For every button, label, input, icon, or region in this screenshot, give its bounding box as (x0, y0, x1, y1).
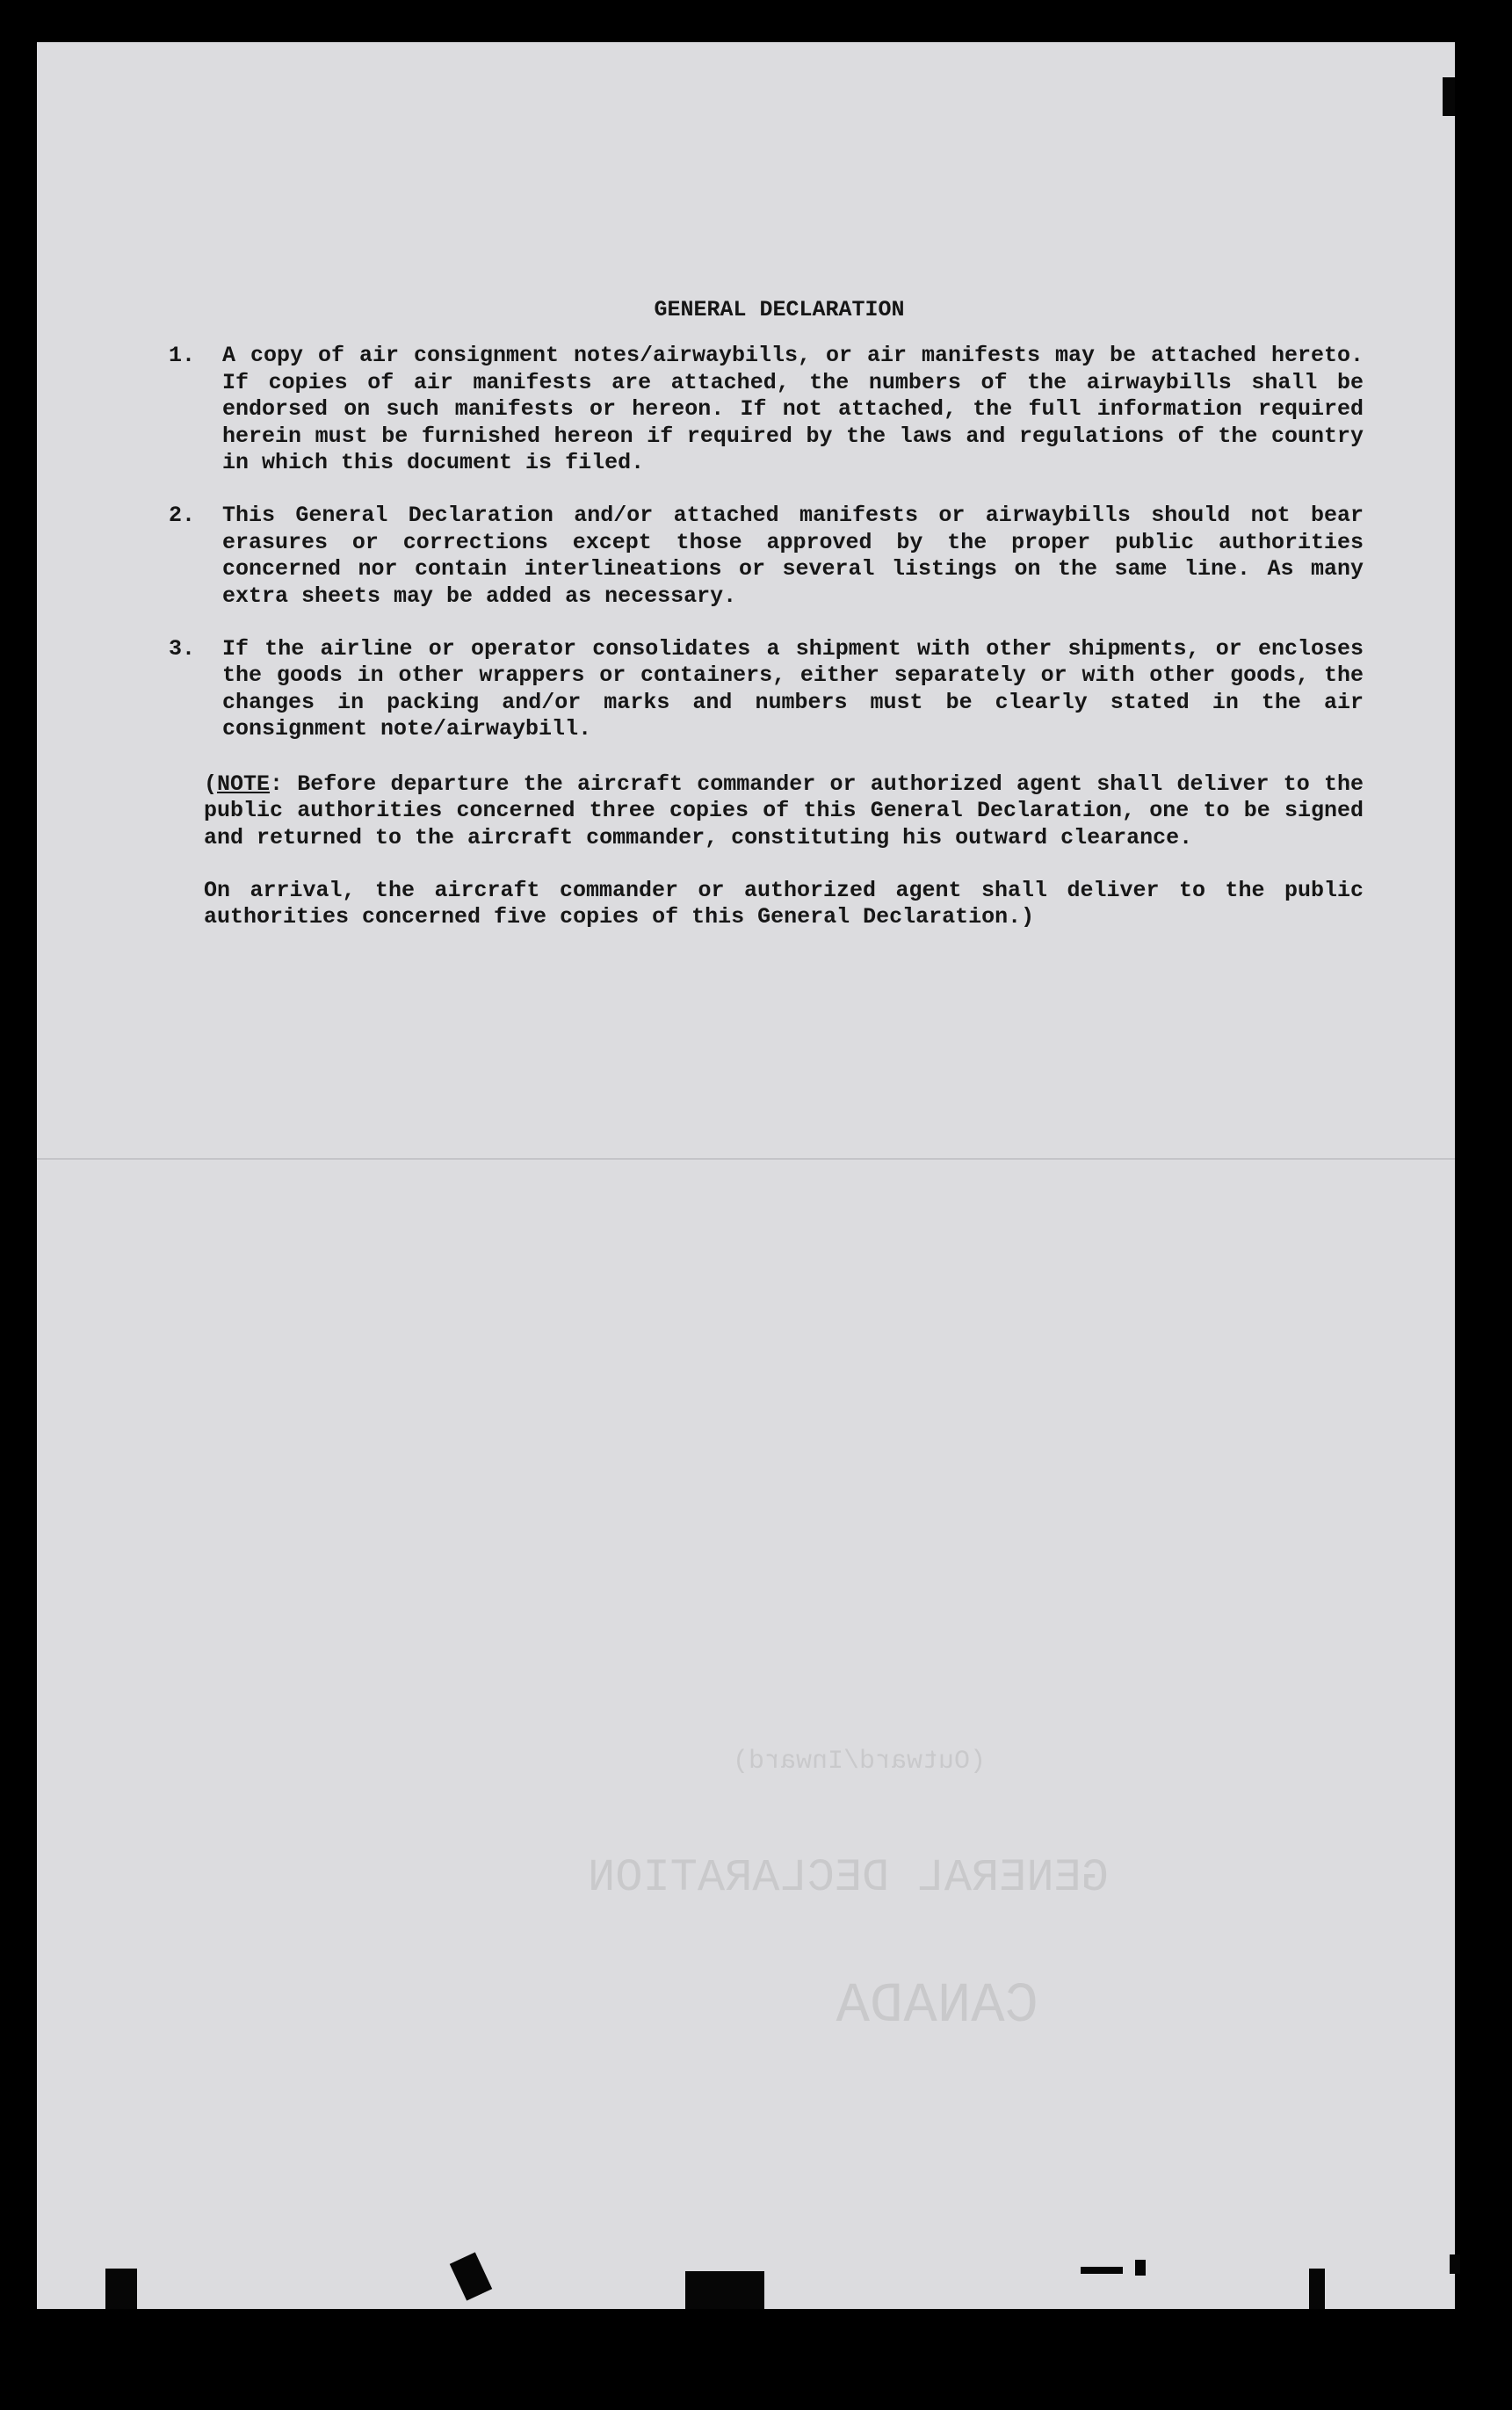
scan-blot (1309, 2269, 1325, 2309)
note-label: NOTE (217, 771, 271, 797)
item-text: If the airline or operator consolidates a shipment with other shipments, or encloses the goods in other wrappers or containers, either separately or with other goods, the changes in packing and/or marks and numbers must be clearly stated in the air consignment note/airwaybill. (222, 636, 1364, 742)
declaration-text (169, 297, 1364, 958)
scan-blot (105, 2269, 137, 2309)
note-colon: : (270, 771, 284, 797)
scan-blot (1450, 2254, 1460, 2274)
page-title: GENERAL DECLARATION (654, 297, 905, 322)
scan-blot (1443, 77, 1455, 116)
show-through-line: (Outward/Inward) (732, 1747, 986, 1777)
note-text: Before departure the aircraft commander or authorized agent shall deliver to the public authorities concerned three copies of this General Declaration, one to be signed and returned to the aircraft commander, constituting his outward clearance. (204, 771, 1364, 850)
fold-line (37, 1158, 1455, 1160)
scan-blot (1135, 2260, 1146, 2276)
instruction-item (169, 503, 1364, 610)
show-through-text (142, 1079, 1425, 2221)
item-number: 1. (169, 343, 196, 369)
departure-note (204, 771, 1364, 851)
note-paren: ( (204, 771, 218, 797)
arrival-note: On arrival, the aircraft commander or authorized agent shall deliver to the public authorities concerned five copies of this General Declaration.) (204, 877, 1364, 930)
scan-blot (1081, 2267, 1123, 2274)
scan-blot (685, 2271, 764, 2309)
instruction-item (169, 636, 1364, 743)
item-number: 2. (169, 503, 196, 529)
note-section (169, 771, 1364, 931)
document-page (37, 42, 1455, 2309)
item-text: This General Declaration and/or attached manifests or airwaybills should not bear erasures or corrections except those approved by the proper public authorities concerned nor contain interlineations or several listings on the same line. As many extra sheets may be added as necessary. (222, 503, 1364, 609)
show-through-line: GENERAL DECLARATION (588, 1852, 1109, 1904)
item-text: A copy of air consignment notes/airwaybills, or air manifests may be attached hereto. If copies of air manifests are attached, the numbers of the airwaybills shall be endorsed on such manifests or hereon. If not attached, the full information required herein must be furnished hereon if required by the laws and regulations of the country in which this document is filed. (222, 343, 1364, 476)
show-through-line: CANADA (836, 1975, 1038, 2038)
item-number: 3. (169, 636, 196, 662)
instruction-item (169, 343, 1364, 476)
